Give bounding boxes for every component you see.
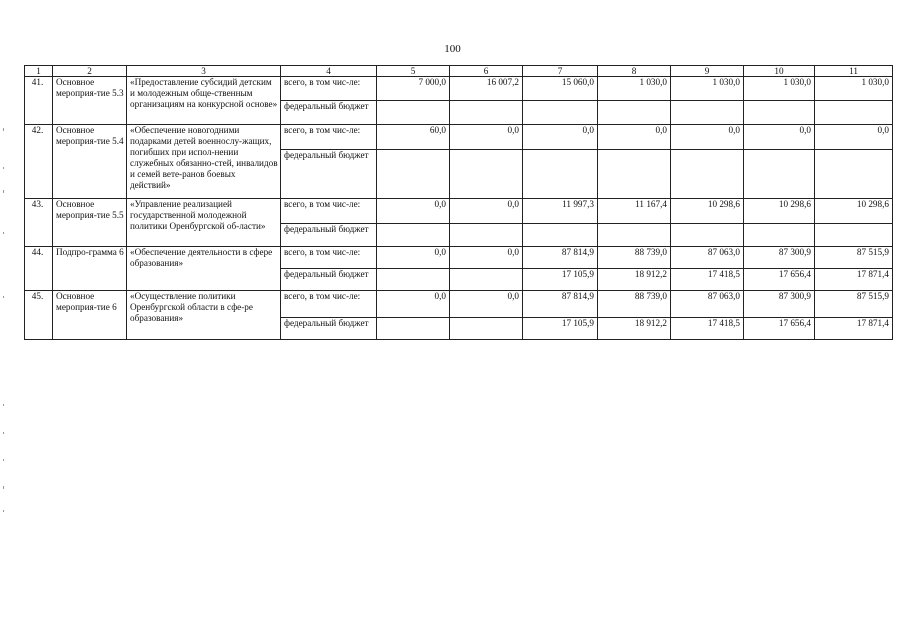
total-value: 87 814,9 xyxy=(523,291,598,318)
total-value: 0,0 xyxy=(744,125,815,150)
page-number: 100 xyxy=(444,43,461,55)
total-value: 1 030,0 xyxy=(598,77,671,101)
total-value: 1 030,0 xyxy=(671,77,744,101)
federal-value xyxy=(377,150,450,199)
federal-label: федеральный бюджет xyxy=(281,224,377,247)
federal-value: 17 871,4 xyxy=(815,318,893,340)
total-value: 60,0 xyxy=(377,125,450,150)
total-label: всего, в том чис-ле: xyxy=(281,77,377,101)
margin-mark xyxy=(3,296,4,298)
row-type: Основное мероприя-тие 6 xyxy=(53,291,127,340)
federal-value xyxy=(450,224,523,247)
total-value: 0,0 xyxy=(450,291,523,318)
total-value: 88 739,0 xyxy=(598,291,671,318)
row-number: 43. xyxy=(25,199,53,247)
header-row xyxy=(25,66,893,77)
total-label: всего, в том чис-ле: xyxy=(281,199,377,224)
row-number: 41. xyxy=(25,77,53,125)
total-label: всего, в том чис-ле: xyxy=(281,125,377,150)
margin-mark xyxy=(3,459,4,461)
margin-mark xyxy=(3,128,4,131)
federal-value xyxy=(744,101,815,125)
total-value: 0,0 xyxy=(377,291,450,318)
total-value: 87 814,9 xyxy=(523,247,598,269)
header-cell: 1 xyxy=(25,66,53,77)
federal-value xyxy=(450,318,523,340)
federal-value: 18 912,2 xyxy=(598,269,671,291)
federal-value: 17 871,4 xyxy=(815,269,893,291)
total-value: 0,0 xyxy=(598,125,671,150)
federal-value xyxy=(450,269,523,291)
federal-value xyxy=(523,150,598,199)
row-name: «Обеспечение деятельности в сфере образования» xyxy=(127,247,281,291)
row-number: 45. xyxy=(25,291,53,340)
total-value: 87 063,0 xyxy=(671,247,744,269)
row-type: Основное мероприя-тие 5.3 xyxy=(53,77,127,125)
federal-value: 17 418,5 xyxy=(671,318,744,340)
row-type: Основное мероприя-тие 5.4 xyxy=(53,125,127,199)
federal-label: федеральный бюджет xyxy=(281,150,377,199)
total-value: 88 739,0 xyxy=(598,247,671,269)
federal-label: федеральный бюджет xyxy=(281,318,377,340)
header-cell: 11 xyxy=(815,66,893,77)
row-name: «Предоставление субсидий детским и молодежным обще-ственным организациям на конкурсной основе» xyxy=(127,77,281,125)
row-name: «Управление реализацией государственной молодежной политики Оренбургской об-ласти» xyxy=(127,199,281,247)
margin-mark xyxy=(3,486,4,489)
federal-label: федеральный бюджет xyxy=(281,101,377,125)
federal-value xyxy=(815,150,893,199)
federal-label: федеральный бюджет xyxy=(281,269,377,291)
total-value: 1 030,0 xyxy=(744,77,815,101)
total-value: 1 030,0 xyxy=(815,77,893,101)
federal-value xyxy=(523,224,598,247)
federal-value xyxy=(377,269,450,291)
row-name: «Осуществление политики Оренбургской области в сфе-ре образования» xyxy=(127,291,281,340)
total-value: 0,0 xyxy=(815,125,893,150)
header-cell: 5 xyxy=(377,66,450,77)
header-cell: 2 xyxy=(53,66,127,77)
federal-value xyxy=(744,224,815,247)
total-value: 10 298,6 xyxy=(671,199,744,224)
total-value: 87 300,9 xyxy=(744,291,815,318)
federal-value xyxy=(450,101,523,125)
total-value: 10 298,6 xyxy=(815,199,893,224)
margin-mark xyxy=(3,232,4,234)
table-row xyxy=(25,125,893,150)
federal-value: 17 418,5 xyxy=(671,269,744,291)
total-label: всего, в том чис-ле: xyxy=(281,247,377,269)
federal-value xyxy=(815,101,893,125)
total-value: 0,0 xyxy=(450,125,523,150)
total-value: 0,0 xyxy=(450,199,523,224)
total-label: всего, в том чис-ле: xyxy=(281,291,377,318)
table-row xyxy=(25,291,893,318)
total-value: 16 007,2 xyxy=(450,77,523,101)
federal-value xyxy=(671,224,744,247)
total-value: 15 060,0 xyxy=(523,77,598,101)
total-value: 11 167,4 xyxy=(598,199,671,224)
budget-table xyxy=(24,65,893,340)
federal-value xyxy=(598,224,671,247)
federal-value xyxy=(450,150,523,199)
total-value: 0,0 xyxy=(450,247,523,269)
total-value: 87 063,0 xyxy=(671,291,744,318)
row-number: 42. xyxy=(25,125,53,199)
federal-value xyxy=(377,318,450,340)
total-value: 87 515,9 xyxy=(815,291,893,318)
header-cell: 9 xyxy=(671,66,744,77)
federal-value: 18 912,2 xyxy=(598,318,671,340)
row-type: Подпро-грамма 6 xyxy=(53,247,127,291)
margin-mark xyxy=(3,510,4,512)
header-cell: 7 xyxy=(523,66,598,77)
federal-value: 17 105,9 xyxy=(523,269,598,291)
federal-value: 17 656,4 xyxy=(744,269,815,291)
federal-value: 17 656,4 xyxy=(744,318,815,340)
total-value: 7 000,0 xyxy=(377,77,450,101)
table-row xyxy=(25,199,893,224)
federal-value xyxy=(377,224,450,247)
federal-value xyxy=(598,150,671,199)
margin-mark xyxy=(3,190,4,193)
margin-mark xyxy=(3,432,4,434)
total-value: 0,0 xyxy=(671,125,744,150)
federal-value xyxy=(377,101,450,125)
header-cell: 3 xyxy=(127,66,281,77)
federal-value xyxy=(598,101,671,125)
total-value: 0,0 xyxy=(377,247,450,269)
row-name: «Обеспечение новогодними подарками детей военнослу-жащих, погибших при испол-нении служебных обязанно-стей, инвалидов и семей вете-ранов боевых действий» xyxy=(127,125,281,199)
table-row xyxy=(25,77,893,101)
header-cell: 8 xyxy=(598,66,671,77)
total-value: 11 997,3 xyxy=(523,199,598,224)
federal-value xyxy=(744,150,815,199)
total-value: 0,0 xyxy=(377,199,450,224)
total-value: 87 300,9 xyxy=(744,247,815,269)
row-type: Основное мероприя-тие 5.5 xyxy=(53,199,127,247)
margin-mark xyxy=(3,404,4,406)
federal-value xyxy=(671,150,744,199)
margin-mark xyxy=(3,167,4,169)
federal-value: 17 105,9 xyxy=(523,318,598,340)
table-row xyxy=(25,247,893,269)
total-value: 0,0 xyxy=(523,125,598,150)
header-cell: 10 xyxy=(744,66,815,77)
federal-value xyxy=(523,101,598,125)
federal-value xyxy=(671,101,744,125)
row-number: 44. xyxy=(25,247,53,291)
header-cell: 6 xyxy=(450,66,523,77)
total-value: 87 515,9 xyxy=(815,247,893,269)
total-value: 10 298,6 xyxy=(744,199,815,224)
federal-value xyxy=(815,224,893,247)
header-cell: 4 xyxy=(281,66,377,77)
